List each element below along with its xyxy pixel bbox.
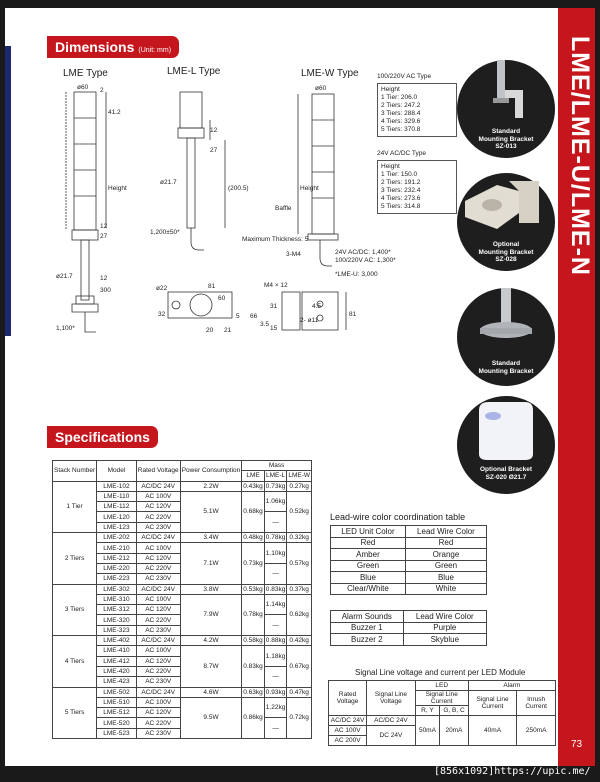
mass-lmel-cell: 1.18kg [264,646,287,667]
voltage-cell: AC/DC 24V [136,481,180,491]
sig-h-slc2: Signal Line Current [468,691,517,716]
bracket-circle-2 [457,173,555,271]
lw-cell: Red [331,537,406,549]
voltage-cell: AC 120V [136,708,180,718]
lw-cell: Green [405,560,486,572]
lmel-d27: 27 [210,147,218,154]
model-cell: LME-520 [97,718,137,728]
lmel-d21: ø21.7 [160,179,177,186]
mass-lmel-cell: 0.73kg [265,482,286,490]
height-box-ac [377,73,457,137]
height-box-dc-row: 4 Tiers: 273.6 [381,195,421,202]
table-row [53,584,312,594]
mass-lmew-cell: 0.72kg [287,697,312,738]
sig-h-slc: Signal Line Current [415,691,468,706]
dimension-drawing [50,80,396,358]
th-lme: LME [242,471,265,481]
sig-rated: AC/DC 24V [329,716,367,726]
bracket-caption-2 [457,241,555,264]
table-row [53,687,312,697]
lmew-type-label: LME-W Type [301,68,359,79]
sig-h-inrush: Inrush Current [517,691,556,716]
caption-line: Standard [491,128,521,135]
lmel-d22: ø22 [156,285,168,292]
voltage-cell: AC/DC 24V [136,687,180,697]
model-cell: LME-323 [97,625,137,635]
mass-lmew-cell: 0.27kg [287,481,312,491]
model-cell: LME-102 [97,481,137,491]
alarm-header: Alarm Sounds [331,611,404,623]
height-box-ac-row: 4 Tiers: 329.6 [381,118,421,125]
model-cell: LME-523 [97,728,137,738]
lme-d21: ø21.7 [56,273,73,280]
table-row [53,533,312,543]
voltage-cell: AC 230V [136,522,180,532]
mass-lme-cell: 0.48kg [243,534,263,542]
mass-lmew-cell: 0.57kg [287,543,312,584]
tier-cell: 5 Tiers [53,687,97,738]
lme-d300: 300 [100,287,111,294]
height-box-dc-head: Height [381,163,400,170]
side-title: LME/LME-U/LME-N [566,36,594,276]
lmel-d21b: 21 [224,327,232,334]
sig-inrush: 250mA [517,716,556,746]
tier-cell: 2 Tiers [53,533,97,584]
bracket-circle-4 [457,396,555,494]
lmew-thickness: Maximum Thickness: 5 [242,236,309,243]
lmel-cable: 1,200±50* [150,229,180,236]
voltage-cell: AC 230V [136,677,180,687]
sig-h-led: LED [415,681,468,691]
model-cell: LME-212 [97,553,137,563]
mass-lmew-cell: 0.47kg [287,687,312,697]
voltage-cell: AC 230V [136,728,180,738]
th-mass: Mass [242,461,312,471]
alarm-cell: Buzzer 1 [331,622,404,634]
th-model: Model [97,461,137,482]
alarm-header: Lead Wire Color [403,611,486,623]
voltage-cell: AC 120V [136,553,180,563]
mass-lmel-cell: — [264,512,287,533]
sig-voltage-2: DC 24V [367,726,416,746]
lead-wire-table [330,525,487,595]
dimensions-unit: (Unit: mm) [138,47,172,54]
voltage-cell: AC 220V [136,563,180,573]
caption-line: Mounting Bracket [478,248,534,256]
th-power: Power Consumption [180,461,242,482]
dimensions-title: Dimensions [55,39,135,55]
lmel-d12: 12 [210,127,218,134]
lmel-d60: 60 [218,295,226,302]
mass-lmew-cell: 0.62kg [287,594,312,635]
sig-alarm-sl: 40mA [468,716,517,746]
alarm-cell: Skyblue [403,634,486,646]
bracket-d45: 4.5 [312,303,322,310]
voltage-cell: AC 120V [136,502,180,512]
model-cell: LME-402 [97,636,137,646]
lme-type-label: LME Type [63,68,108,79]
caption-line: Mounting Bracket [478,367,534,375]
lw-cell: Red [405,537,486,549]
lmew-baffle: Baffle [275,205,292,212]
voltage-cell: AC 120V [136,605,180,615]
lme-d12: 12 [100,223,108,230]
sig-h-ry: R, Y [415,706,440,716]
mass-lme-cell: 0.58kg [243,637,263,645]
height-box-dc-row: 2 Tiers: 191.2 [381,179,421,186]
voltage-cell: AC 220V [136,718,180,728]
voltage-cell: AC 220V [136,512,180,522]
lme-cable: 1,100* [56,325,75,332]
bracket-circle-3 [457,288,555,386]
lme-d12b: 12 [100,275,108,282]
lmel-d81: 81 [208,283,216,290]
power-cell: 9.5W [180,697,242,738]
sig-h-alarm: Alarm [468,681,555,691]
voltage-cell: AC 100V [136,594,180,604]
bracket-d66: 66 [250,313,258,320]
model-cell: LME-420 [97,666,137,676]
model-cell: LME-202 [97,533,137,543]
caption-line: SZ-013 [495,143,517,150]
th-rated: Rated Voltage [136,461,180,482]
mass-lme-cell: 0.73kg [242,543,265,584]
model-cell: LME-110 [97,491,137,501]
model-cell: LME-112 [97,502,137,512]
model-cell: LME-320 [97,615,137,625]
voltage-cell: AC 120V [136,656,180,666]
table-row [53,481,312,491]
height-box-ac-inner [377,83,457,137]
th-stack: Stack Number [53,461,97,482]
lme-d27: 27 [100,233,108,240]
specifications-header [47,426,158,448]
model-cell: LME-223 [97,574,137,584]
specifications-table [52,460,312,739]
voltage-cell: AC 100V [136,491,180,501]
lme-height: Height [108,185,127,192]
sig-h-rated: Rated Voltage [329,681,367,716]
mass-lme-cell: 0.63kg [243,688,263,696]
sig-rated: AC 100V [329,726,367,736]
model-cell: LME-410 [97,646,137,656]
mass-lme-cell: 0.86kg [242,697,265,738]
lmel-type-label: LME-L Type [167,66,221,77]
lw-cell: White [405,583,486,595]
voltage-cell: AC/DC 24V [136,584,180,594]
power-cell: 4.2W [180,636,242,646]
lmel-d200: (200.5) [228,185,249,192]
mass-lme-cell: 0.43kg [243,482,263,490]
height-box-ac-row: 5 Tiers: 370.8 [381,126,421,133]
voltage-cell: AC/DC 24V [136,533,180,543]
model-cell: LME-123 [97,522,137,532]
lw-cell: Orange [405,549,486,561]
lmel-d5: 5 [236,313,240,320]
sig-h-gbc: G, B, C [440,706,469,716]
caption-line: Optional [492,241,520,248]
lmel-d20: 20 [206,327,214,334]
mass-lmew-cell: 0.67kg [287,646,312,687]
lead-wire-title: Lead-wire color coordination table [330,512,466,522]
sig-rated: AC 200V [329,736,367,746]
height-box-dc-title: 24V AC/DC Type [377,150,427,157]
signal-title: Signal Line voltage and current per LED Module [355,668,526,677]
bracket-circle-1 [457,60,555,158]
mass-lmel-cell: 1.22kg [264,697,287,718]
mass-lmel-cell: 1.10kg [264,543,287,564]
bracket-d35: 3.5 [260,321,270,328]
bracket-d81: 81 [349,311,357,318]
sig-gbc: 20mA [440,716,469,746]
alarm-cell: Buzzer 2 [331,634,404,646]
bracket-caption-3 [457,360,555,375]
lmew-cable2: 100/220V AC: 1,300* [335,257,396,264]
power-cell: 8.7W [180,646,242,687]
lme-tower-body [74,92,96,230]
lw-cell: Clear/White [331,583,406,595]
voltage-cell: AC/DC 24V [136,636,180,646]
lmew-dia60: ø60 [315,85,327,92]
specifications-body [53,481,312,738]
bracket-m4: M4 × 12 [264,282,288,289]
height-box-ac-row: 1 Tier: 206.0 [381,94,418,101]
mass-lmel-cell: 0.78kg [265,534,286,542]
voltage-cell: AC 100V [136,697,180,707]
bracket-holes: 2- ø11 [300,317,319,324]
page-number: 73 [570,739,583,750]
signal-table [328,680,556,746]
side-tab [558,8,595,766]
power-cell: 3.8W [180,584,242,594]
model-cell: LME-510 [97,697,137,707]
mass-lmel-cell: 0.93kg [265,688,286,696]
sig-h-signal: Signal Line Voltage [367,681,416,716]
model-cell: LME-220 [97,563,137,573]
power-cell: 2.2W [180,481,242,491]
caption-line: Mounting Bracket [478,135,534,143]
mass-lmew-cell: 0.32kg [287,533,312,543]
caption-line: Standard [491,360,521,367]
lw-cell: Green [331,560,406,572]
tier-cell: 4 Tiers [53,636,97,687]
lmew-cable1: 24V AC/DC: 1,400* [335,249,391,256]
dimensions-header [47,36,179,58]
power-cell: 7.9W [180,594,242,635]
voltage-cell: AC 230V [136,625,180,635]
bracket-front-view [282,292,300,330]
lmew-height: Height [300,185,319,192]
tier-cell: 3 Tiers [53,584,97,635]
mass-lmel-cell: 1.06kg [264,491,287,512]
height-box-ac-title: 100/220V AC Type [377,73,432,80]
height-box-dc [377,150,457,214]
mass-lme-cell: 0.68kg [242,491,265,532]
voltage-cell: AC 220V [136,615,180,625]
bracket-caption-1 [457,128,555,151]
lw-cell: Blue [405,572,486,584]
height-box-dc-row: 1 Tier: 150.0 [381,171,418,178]
alarm-table [330,610,487,646]
catalog-page [5,8,595,766]
lw-header: LED Unit Color [331,526,406,538]
mass-lmel-cell: — [264,666,287,687]
th-lmew: LME-W [288,472,310,480]
height-box-dc-row: 5 Tiers: 314.8 [381,203,421,210]
caption-line: SZ-020 Ø21.7 [485,473,527,481]
th-lmel: LME-L [265,472,286,480]
tier-cell: 1 Tier [53,481,97,532]
lmew-m4: 3-M4 [286,251,301,258]
lme-d2: 2 [100,87,104,94]
mass-lmel-cell: 0.88kg [265,637,286,645]
model-cell: LME-210 [97,543,137,553]
power-cell: 5.1W [180,491,242,532]
lw-cell: Blue [331,572,406,584]
bracket-caption-4 [457,466,555,481]
watermark: [856x1092]https://upic.me/ [434,766,591,777]
height-box-ac-head: Height [381,86,400,93]
sig-voltage-1: AC/DC 24V [367,716,416,726]
mass-lmel-cell: 0.83kg [265,585,286,593]
model-cell: LME-502 [97,687,137,697]
model-cell: LME-512 [97,708,137,718]
model-cell: LME-302 [97,584,137,594]
lmew-tower-body [312,94,334,234]
voltage-cell: AC 100V [136,543,180,553]
voltage-cell: AC 230V [136,574,180,584]
model-cell: LME-310 [97,594,137,604]
mass-lmel-cell: — [264,615,287,636]
caption-line: SZ-028 [495,256,517,263]
mass-lmew-cell: 0.52kg [287,491,312,532]
model-cell: LME-120 [97,512,137,522]
model-cell: LME-412 [97,656,137,666]
caption-line: Optional Bracket [479,466,532,473]
left-accent-bar [5,46,11,336]
mass-lmel-cell: — [264,718,287,739]
mass-lme-cell: 0.53kg [243,585,263,593]
lmel-tower-body [180,92,202,128]
height-box-ac-row: 3 Tiers: 288.4 [381,110,421,117]
model-cell: LME-312 [97,605,137,615]
bracket-d31: 31 [270,303,278,310]
specifications-title: Specifications [55,429,150,445]
lw-cell: Amber [331,549,406,561]
lmew-cable3: *LME-U: 3,000 [335,271,378,278]
sig-ry: 50mA [415,716,440,746]
alarm-cell: Purple [403,622,486,634]
mass-lme-cell: 0.78kg [242,594,265,635]
height-box-dc-inner [377,160,457,214]
mass-lmel-cell: — [264,563,287,584]
lmel-d32: 32 [158,311,166,318]
table-row [53,636,312,646]
power-cell: 7.1W [180,543,242,584]
power-cell: 4.6W [180,687,242,697]
mass-lmew-cell: 0.37kg [287,584,312,594]
mass-lmew-cell: 0.42kg [287,636,312,646]
model-cell: LME-423 [97,677,137,687]
voltage-cell: AC 100V [136,646,180,656]
bracket-d15: 15 [270,325,278,332]
voltage-cell: AC 220V [136,666,180,676]
lw-header: Lead Wire Color [405,526,486,538]
lme-d41: 41.2 [108,109,121,116]
height-box-dc-row: 3 Tiers: 232.4 [381,187,421,194]
height-box-ac-row: 2 Tiers: 247.2 [381,102,421,109]
power-cell: 3.4W [180,533,242,543]
lme-dia60: ø60 [77,84,89,91]
mass-lme-cell: 0.83kg [242,646,265,687]
mass-lmel-cell: 1.14kg [264,594,287,615]
